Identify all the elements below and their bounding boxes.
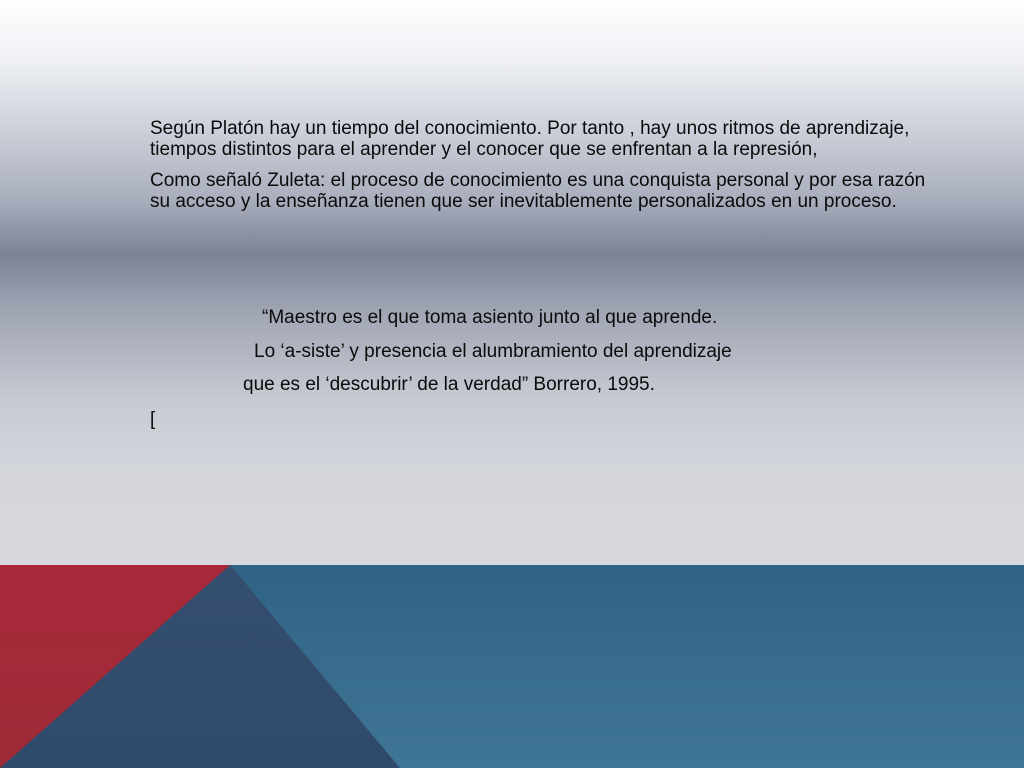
paragraph-zuleta: Como señaló Zuleta: el proceso de conocimiento es una conquista personal y por esa razón su acceso y la enseñanza tienen que ser inevitablemente personalizados en un proceso.: [150, 170, 926, 212]
quote-line-2: Lo ‘a-siste’ y presencia el alumbramiento del aprendizaje: [254, 341, 732, 362]
slide-body-text: [150, 118, 950, 222]
decorative-shapes: [0, 565, 1024, 768]
bracket-text: [: [150, 409, 156, 430]
quote-line-3: que es el ‘descubrir’ de la verdad” Borrero, 1995.: [243, 374, 655, 395]
paragraph-platon: Según Platón hay un tiempo del conocimiento. Por tanto , hay unos ritmos de aprendizaje, tiempos distintos para el aprender y el conocer que se enfrentan a la represión,: [150, 118, 910, 160]
quote-line-1: “Maestro es el que toma asiento junto al que aprende.: [262, 307, 718, 328]
decorative-bottom-band: [0, 565, 1024, 768]
